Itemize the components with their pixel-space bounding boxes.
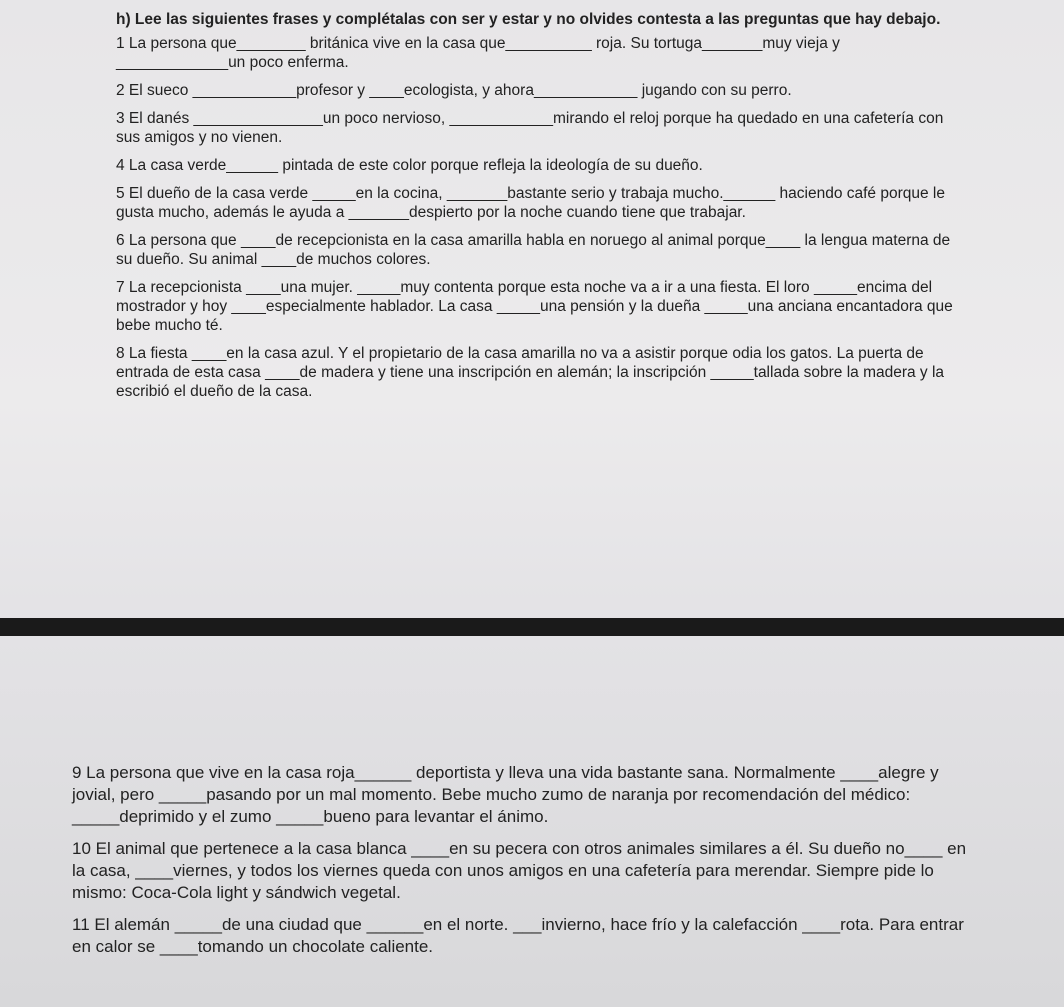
exercise-bottom-section [72,762,980,968]
exercise-item-5: 5 El dueño de la casa verde _____en la cocina, _______bastante serio y trabaja mucho.______ haciendo café porque le gusta mucho, además le ayuda a _______despierto por la noche cuando tiene que trabajar. [116,185,945,221]
exercise-instructions: h) Lee las siguientes frases y complétalas con ser y estar y no olvides contesta a las preguntas que hay debajo. [116,11,941,28]
exercise-item-1: 1 La persona que________ británica vive en la casa que__________ roja. Su tortuga_______muy vieja y _____________un poco enferma. [116,35,840,71]
exercise-item-6: 6 La persona que ____de recepcionista en la casa amarilla habla en noruego al animal porque____ la lengua materna de su dueño. Su animal ____de muchos colores. [116,232,951,268]
exercise-item-3: 3 El danés _______________un poco nervioso, ____________mirando el reloj porque ha quedado en una cafetería con sus amigos y no vienen. [116,110,944,146]
exercise-item-2: 2 El sueco ____________profesor y ____ecologista, y ahora____________ jugando con su perro. [116,82,792,99]
exercise-item-9: 9 La persona que vive en la casa roja______ deportista y lleva una vida bastante sana. Normalmente ____alegre y jovial, pero _____pasando por un mal momento. Bebe mucho zumo de naranja por recomendación del médico: _____deprimido y el zumo _____bueno para levantar el ánimo. [72,763,939,826]
exercise-item-10: 10 El animal que pertenece a la casa blanca ____en su pecera con otros animales similares a él. Su dueño no____ en la casa, ____viernes, y todos los viernes queda con unos amigos en una cafetería para merendar. Siempre pide lo mismo: Coca-Cola light y sándwich vegetal. [72,839,967,902]
exercise-item-7: 7 La recepcionista ____una mujer. _____muy contenta porque esta noche va a ir a una fiesta. El loro _____encima del mostrador y hoy ____especialmente hablador. La casa _____una pensión y la dueña _____una anciana encantadora que bebe mucho té. [116,279,953,334]
screen-divider-band [0,618,1064,636]
exercise-top-section [116,10,956,410]
exercise-item-11: 11 El alemán _____de una ciudad que ______en el norte. ___invierno, hace frío y la calefacción ____rota. Para entrar en calor se ____tomando un chocolate caliente. [72,915,964,956]
exercise-item-8: 8 La fiesta ____en la casa azul. Y el propietario de la casa amarilla no va a asistir porque odia los gatos. La puerta de entrada de esta casa ____de madera y tiene una inscripción en alemán; la inscripción _____tallada sobre la madera y la escribió el dueño de la casa. [116,345,945,400]
exercise-item-4: 4 La casa verde______ pintada de este color porque refleja la ideología de su dueño. [116,157,703,174]
